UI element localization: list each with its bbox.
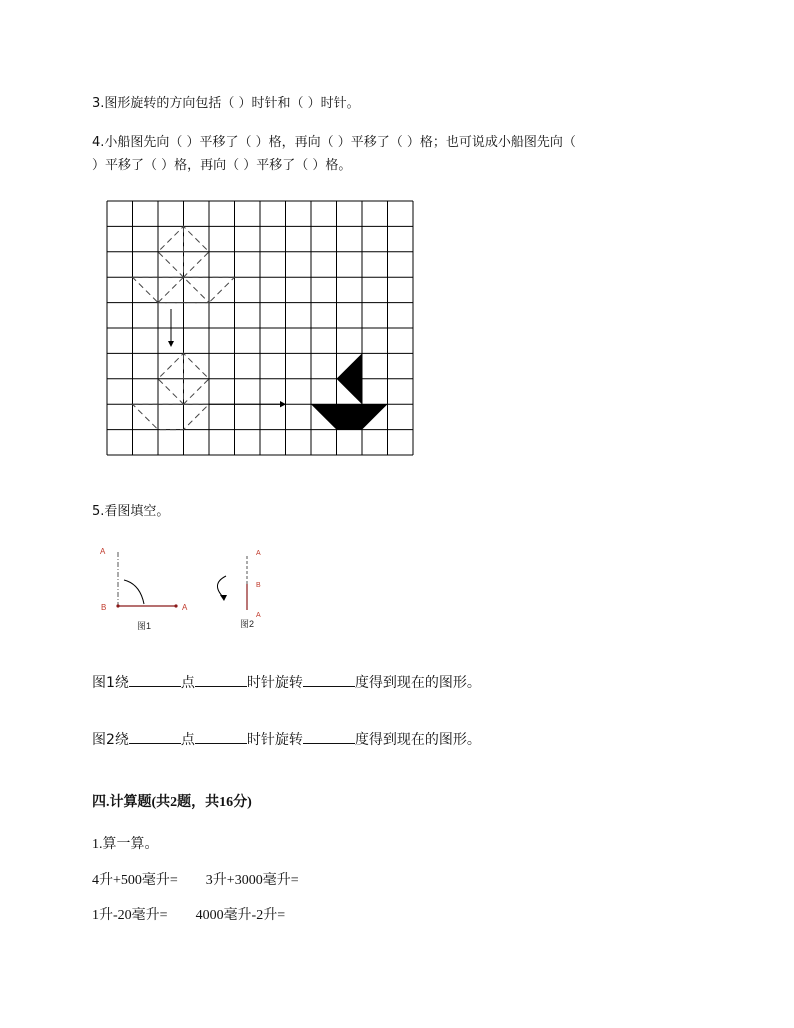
- fig2-arrow-icon: [220, 595, 227, 601]
- question-4-line-2: ）平移了（ ）格，再向（ ）平移了（ ）格。: [92, 158, 352, 173]
- dashed-boat-bottom: [133, 353, 210, 429]
- fill2-blank-point[interactable]: [129, 731, 181, 744]
- fill1-blank-degree[interactable]: [303, 674, 355, 687]
- calc-row-2: [92, 907, 285, 925]
- fill1-blank-point[interactable]: [129, 674, 181, 687]
- fig1-caption: 图1: [137, 621, 152, 631]
- fill1-prefix: 图1绕: [92, 675, 129, 691]
- fill2-p2: 时针旋转: [246, 732, 303, 748]
- calc-row2-a: 1升-20毫升=: [92, 908, 168, 923]
- calc-row2-b: 4000毫升-2升=: [195, 908, 286, 923]
- question-5-title: 5.看图填空。: [92, 504, 170, 519]
- calc-q1-title: 1.算一算。: [92, 837, 159, 852]
- fig2-caption: 图2: [240, 619, 255, 629]
- fill1-p1: 点: [180, 675, 195, 691]
- rotation-figures: [92, 542, 282, 634]
- fill2-blank-direction[interactable]: [195, 731, 247, 744]
- figure-1: [100, 547, 188, 631]
- arrow-right-icon: [209, 401, 286, 407]
- section-4-heading: 四.计算题(共2题，共16分): [92, 795, 252, 810]
- solid-boat: [311, 353, 388, 429]
- question-4-line-1: 4.小船图先向（ ）平移了（ ）格，再向（ ）平移了（ ）格；也可说成小船图先向（: [92, 135, 576, 150]
- fig1-arc: [124, 580, 144, 604]
- fig2-label-bottom: A: [256, 612, 261, 619]
- fig2-label-mid: B: [256, 582, 261, 589]
- fig1-label-top: A: [100, 547, 106, 556]
- fig2-label-top: A: [256, 550, 261, 557]
- fig2-rotation-arc: [217, 576, 226, 598]
- fill2-p3: 度得到现在的图形。: [354, 732, 481, 748]
- fill2-p1: 点: [180, 732, 195, 748]
- calc-row1-a: 4升+500毫升=: [92, 873, 178, 888]
- boat-grid-figure: [105, 199, 417, 459]
- question-3: 3.图形旋转的方向包括（ ）时针和（ ）时针。: [92, 96, 360, 111]
- fig1-label-left: B: [101, 603, 107, 612]
- fill1-p3: 度得到现在的图形。: [354, 675, 481, 691]
- fill2-prefix: 图2绕: [92, 732, 129, 748]
- fig1-label-right: A: [182, 603, 188, 612]
- fill1-p2: 时针旋转: [246, 675, 303, 691]
- calc-row1-b: 3升+3000毫升=: [205, 873, 299, 888]
- calc-row-1: [92, 872, 299, 890]
- fill-in-2: [92, 731, 481, 749]
- fill-in-1: [92, 674, 481, 692]
- fill1-blank-direction[interactable]: [195, 674, 247, 687]
- figure-2: [217, 550, 261, 629]
- fill2-blank-degree[interactable]: [303, 731, 355, 744]
